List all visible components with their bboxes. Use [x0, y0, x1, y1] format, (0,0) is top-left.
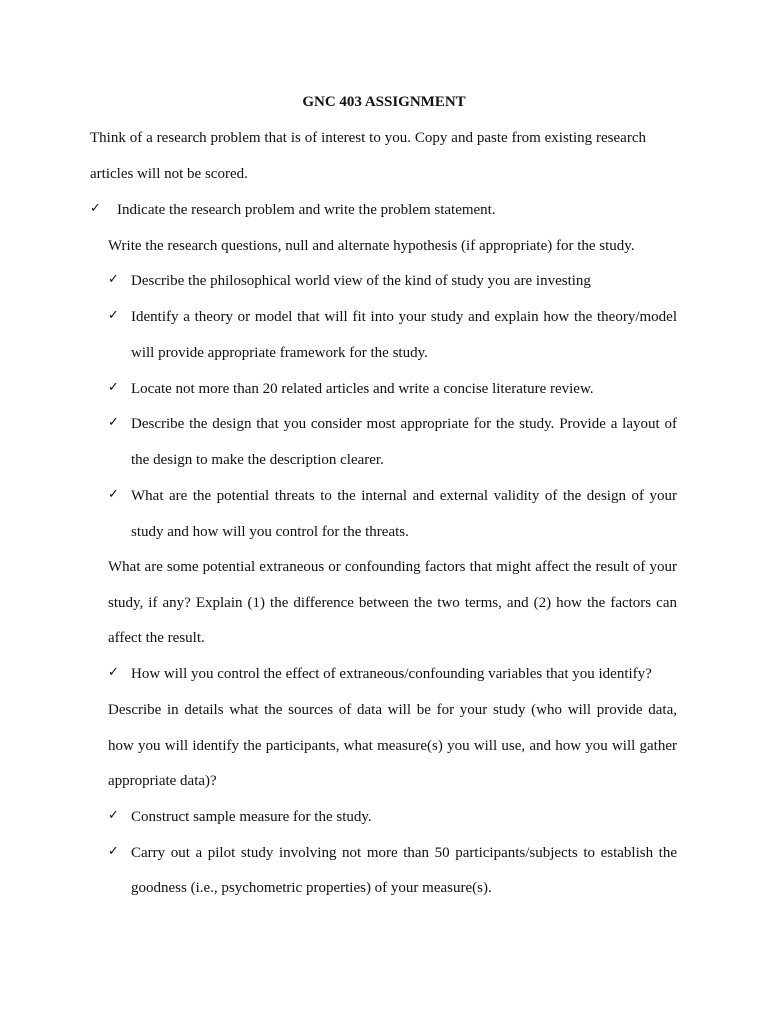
item-design-line-2: the design to make the description clearer. [131, 452, 384, 468]
checkmark-icon: ✓ [108, 380, 119, 395]
paragraph-extraneous-line-2: study, if any? Explain (1) the difference between the two terms, and (2) how the factors can [108, 595, 677, 611]
item-world-view: Describe the philosophical world view of the kind of study you are investing [131, 273, 591, 289]
checkmark-icon: ✓ [108, 844, 119, 859]
paragraph-extraneous-line-1: What are some potential extraneous or confounding factors that might affect the result of your [108, 559, 677, 575]
paragraph-extraneous-line-3: affect the result. [108, 630, 205, 646]
checkmark-icon: ✓ [90, 201, 101, 216]
paragraph-sources-line-3: appropriate data)? [108, 773, 217, 789]
intro-line-2: articles will not be scored. [90, 166, 248, 182]
paragraph-sources-line-1: Describe in details what the sources of data will be for your study (who will provide data, [108, 702, 677, 718]
checkmark-icon: ✓ [108, 808, 119, 823]
item-pilot-line-2: goodness (i.e., psychometric properties) of your measure(s). [131, 880, 492, 896]
item-design-line-1: Describe the design that you consider most appropriate for the study. Provide a layout of [131, 416, 677, 432]
item-threats-line-1: What are the potential threats to the internal and external validity of the design of your [131, 488, 677, 504]
checkmark-icon: ✓ [108, 272, 119, 287]
item-pilot-line-1: Carry out a pilot study involving not more than 50 participants/subjects to establish the [131, 845, 677, 861]
paragraph-research-questions: Write the research questions, null and alternate hypothesis (if appropriate) for the study. [108, 238, 635, 254]
item-theory-line-1: Identify a theory or model that will fit into your study and explain how the theory/model [131, 309, 677, 325]
checkmark-icon: ✓ [108, 487, 119, 502]
intro-line-1: Think of a research problem that is of interest to you. Copy and paste from existing research [90, 130, 646, 146]
checkmark-icon: ✓ [108, 665, 119, 680]
checkmark-icon: ✓ [108, 308, 119, 323]
document-title: GNC 403 ASSIGNMENT [302, 94, 466, 110]
paragraph-sources-line-2: how you will identify the participants, what measure(s) you will use, and how you will gather [108, 738, 677, 754]
item-theory-line-2: will provide appropriate framework for the study. [131, 345, 428, 361]
item-threats-line-2: study and how will you control for the threats. [131, 524, 409, 540]
item-research-problem: Indicate the research problem and write the problem statement. [117, 202, 496, 218]
item-sample-measure: Construct sample measure for the study. [131, 809, 372, 825]
item-literature: Locate not more than 20 related articles and write a concise literature review. [131, 381, 594, 397]
checkmark-icon: ✓ [108, 415, 119, 430]
item-control-variables: How will you control the effect of extraneous/confounding variables that you identify? [131, 666, 652, 682]
